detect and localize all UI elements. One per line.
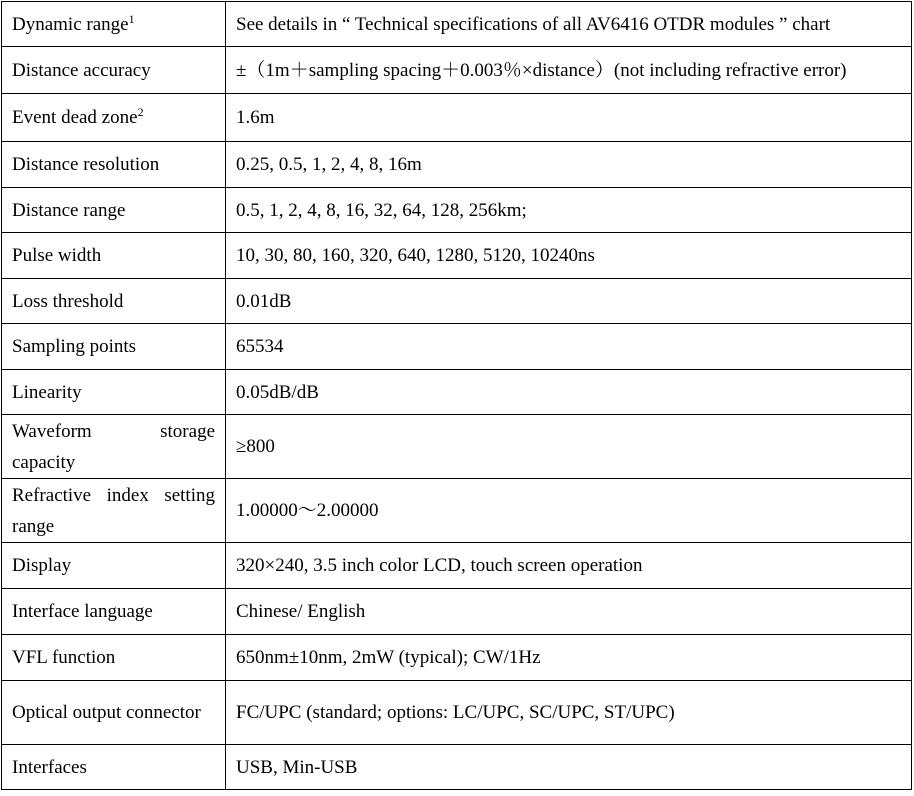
param-cell <box>2 233 226 279</box>
param-label: Event dead zone <box>12 107 138 128</box>
value-cell: 650nm±10nm, 2mW (typical); CW/1Hz <box>226 635 912 681</box>
table-row <box>2 47 912 94</box>
footnote-marker: 2 <box>137 105 144 119</box>
footnote-marker: 1 <box>128 11 135 26</box>
param-label: Interface language <box>12 601 153 622</box>
value-cell: ±（1m＋sampling spacing＋0.003％×distance）(not including refractive error) <box>226 47 912 94</box>
table-row <box>2 188 912 233</box>
value-cell: 0.01dB <box>226 279 912 324</box>
table-row <box>2 589 912 635</box>
param-label: Display <box>12 555 72 576</box>
table-row <box>2 681 912 745</box>
table-row <box>2 324 912 370</box>
param-label: Loss threshold <box>12 290 124 312</box>
table-row <box>2 2 912 47</box>
value-cell: ≥800 <box>226 415 912 479</box>
table-row <box>2 94 912 142</box>
value-cell: 1.6m <box>226 94 912 142</box>
table-row <box>2 745 912 790</box>
param-label: Optical output connector <box>12 702 201 723</box>
spec-table <box>1 1 912 790</box>
table-row <box>2 415 912 479</box>
value-cell: 0.25, 0.5, 1, 2, 4, 8, 16m <box>226 142 912 188</box>
param-label: Waveform storage capacity <box>12 420 215 473</box>
param-cell <box>2 745 226 790</box>
param-cell <box>2 324 226 370</box>
table-row <box>2 142 912 188</box>
value-cell: 65534 <box>226 324 912 370</box>
param-cell <box>2 188 226 233</box>
param-cell <box>2 681 226 745</box>
param-cell <box>2 635 226 681</box>
table-row <box>2 479 912 543</box>
table-row <box>2 233 912 279</box>
table-row <box>2 635 912 681</box>
param-label: VFL function <box>12 647 116 668</box>
param-label: Distance resolution <box>12 154 160 175</box>
param-label: Interfaces <box>12 756 87 778</box>
value-cell: FC/UPC (standard; options: LC/UPC, SC/UPC, ST/UPC) <box>226 681 912 745</box>
value-cell: 10, 30, 80, 160, 320, 640, 1280, 5120, 10240ns <box>226 233 912 279</box>
param-label: Distance range <box>12 199 126 221</box>
param-cell <box>2 589 226 635</box>
param-cell <box>2 47 226 94</box>
value-cell: 0.05dB/dB <box>226 370 912 415</box>
value-cell: 1.00000～2.00000 <box>226 479 912 543</box>
param-cell <box>2 142 226 188</box>
value-cell: Chinese/ English <box>226 589 912 635</box>
param-cell <box>2 370 226 415</box>
param-cell <box>2 415 226 479</box>
param-label: Sampling points <box>12 336 137 357</box>
param-cell <box>2 94 226 142</box>
param-cell <box>2 479 226 543</box>
param-cell <box>2 543 226 589</box>
param-label: Distance accuracy <box>12 59 151 81</box>
value-cell: 0.5, 1, 2, 4, 8, 16, 32, 64, 128, 256km; <box>226 188 912 233</box>
param-label: Pulse width <box>12 245 102 266</box>
param-label: Dynamic range <box>12 13 129 35</box>
param-cell <box>2 279 226 324</box>
value-cell: USB, Min-USB <box>226 745 912 790</box>
table-row <box>2 279 912 324</box>
table-row <box>2 543 912 589</box>
param-label: Refractive index setting range <box>12 484 215 537</box>
param-label: Linearity <box>12 381 82 403</box>
value-cell: See details in “ Technical specifications of all AV6416 OTDR modules ” chart <box>226 2 912 47</box>
value-cell: 320×240, 3.5 inch color LCD, touch screen operation <box>226 543 912 589</box>
table-row <box>2 370 912 415</box>
param-cell <box>2 2 226 47</box>
